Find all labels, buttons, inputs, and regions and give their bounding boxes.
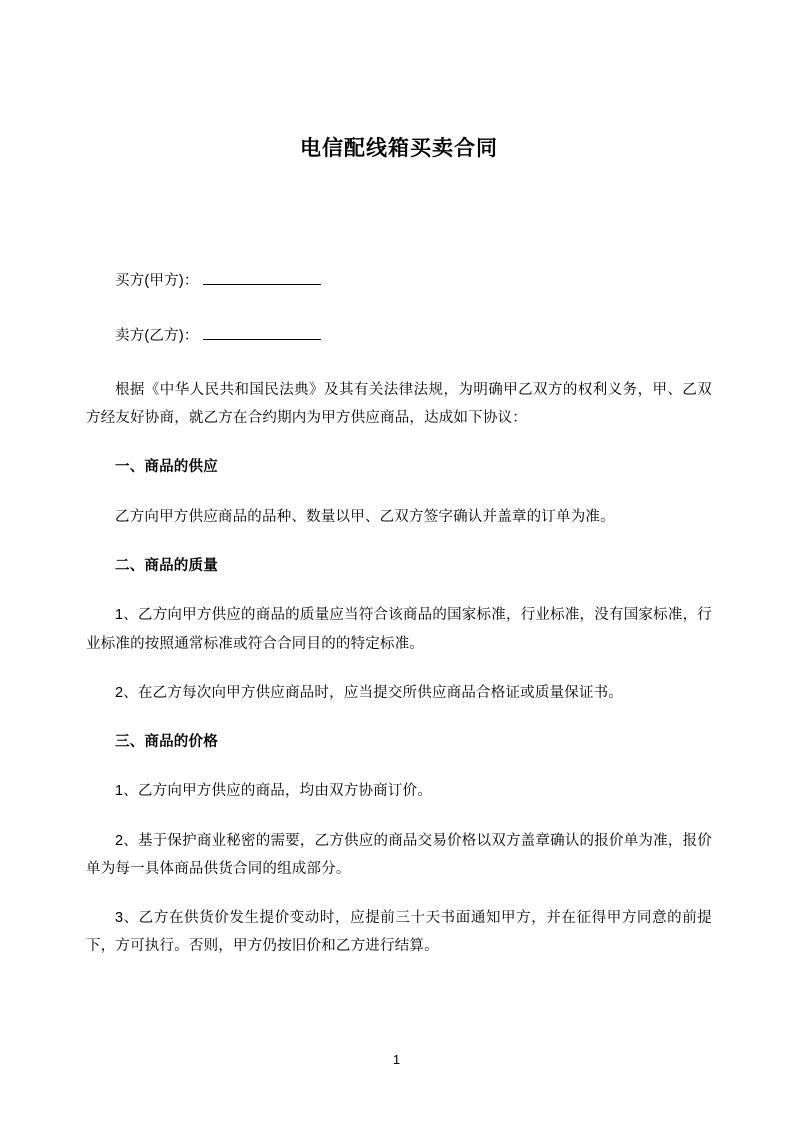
section-heading-supply: 一、商品的供应 [115, 459, 218, 476]
seller-field-row [86, 322, 712, 350]
section-heading-quality: 二、商品的质量 [115, 557, 218, 574]
seller-field-label: 卖方(乙方)： [115, 327, 199, 344]
supply-paragraph: 乙方向甲方供应商品的品种、数量以甲、乙双方签字确认并盖章的订单为准。 [115, 508, 615, 525]
price-paragraph-3: 3、乙方在供货价发生提价变动时，应提前三十天书面通知甲方，并在征得甲方同意的前提下，方可执行。否则，甲方仍按旧价和乙方进行结算。 [86, 910, 712, 955]
quality-paragraph-2: 2、在乙方每次向甲方供应商品时，应当提交所供应商品合格证或质量保证书。 [115, 684, 624, 701]
buyer-field-label: 买方(甲方)： [115, 273, 199, 290]
seller-field-input[interactable] [203, 324, 321, 340]
preamble-paragraph: 根据《中华人民共和国民法典》及其有关法律法规，为明确甲乙双方的权利义务，甲、乙双方经友好协商，就乙方在合约期内为甲方供应商品，达成如下协议： [86, 381, 712, 427]
quality-paragraph-1: 1、乙方向甲方供应的商品的质量应当符合该商品的国家标准，行业标准，没有国家标准，行业标准的按照通常标准或符合合同目的的特定标准。 [86, 607, 712, 652]
page-number: 1 [392, 1052, 401, 1067]
price-paragraph-1: 1、乙方向甲方供应的商品，均由双方协商订价。 [115, 783, 432, 800]
document-body [86, 0, 712, 982]
buyer-field-input[interactable] [203, 270, 321, 286]
page-title: 电信配线箱买卖合同 [300, 137, 498, 160]
section-heading-price: 三、商品的价格 [115, 734, 218, 751]
buyer-field-row [86, 267, 712, 295]
title-spacer [86, 163, 712, 267]
price-paragraph-2: 2、基于保护商业秘密的需要，乙方供应的商品交易价格以双方盖章确认的报价单为准，报价单为每一具体商品供货合同的组成部分。 [86, 832, 712, 877]
